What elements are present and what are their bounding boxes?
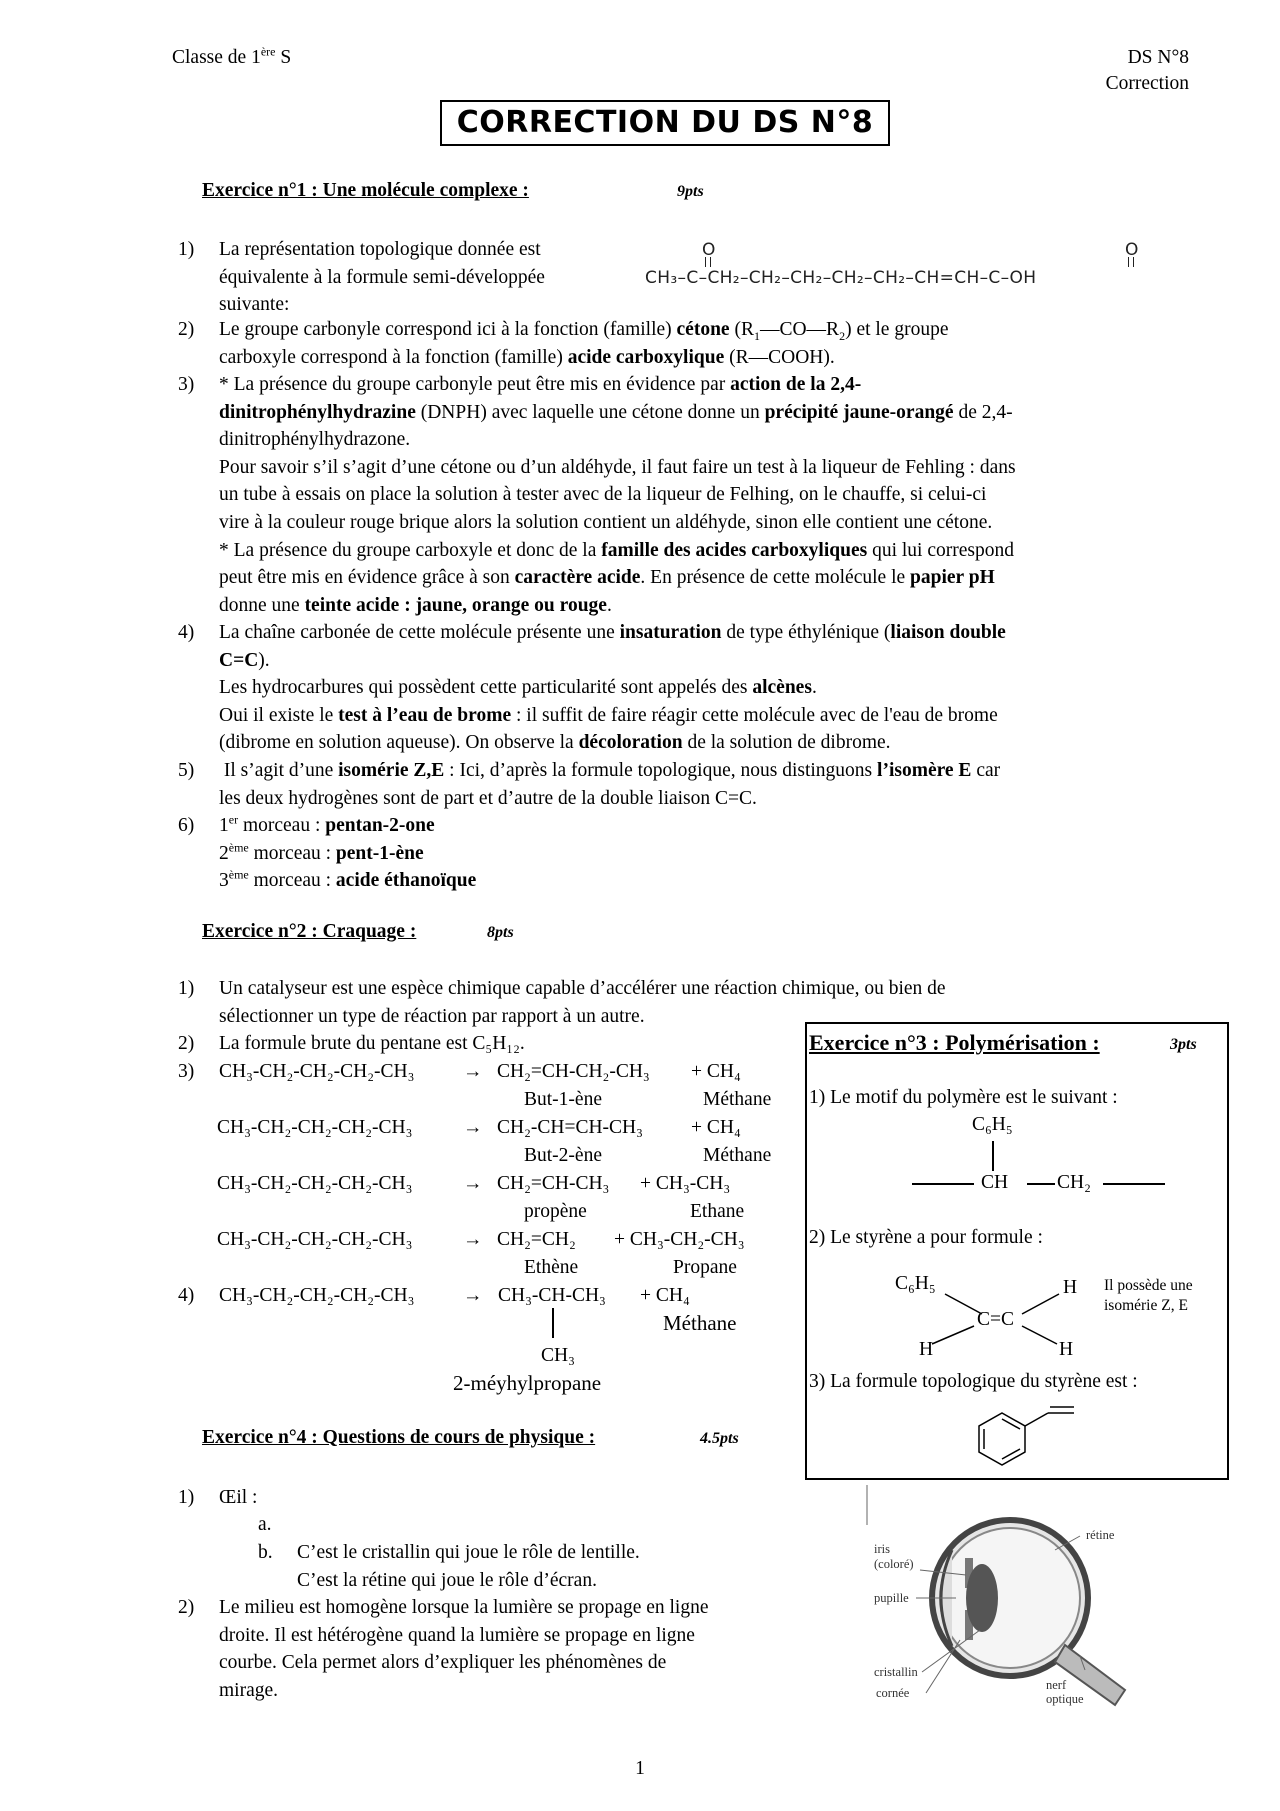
product-1: CH₂=CH-CH₃ bbox=[497, 1173, 610, 1194]
double-bond-1 bbox=[705, 257, 711, 267]
line: Les hydrocarbures qui possèdent cette particularité sont appelés des alcènes. bbox=[219, 677, 817, 699]
ex1-heading-text: Exercice n°1 : Une molécule complexe : bbox=[202, 180, 529, 201]
motif-ch: CH bbox=[981, 1172, 1009, 1193]
eye-label-colore: (coloré) bbox=[874, 1557, 914, 1571]
line: C=C). bbox=[219, 649, 270, 671]
ex4-heading-text: Exercice n°4 : Questions de cours de physique : bbox=[202, 1427, 596, 1448]
product-1-name: propène bbox=[524, 1201, 587, 1222]
item-text: La formule brute du pentane est C₅H₁₂. bbox=[219, 1033, 525, 1054]
item-text bbox=[219, 1594, 819, 1704]
line: dinitrophénylhydrazine (DNPH) avec laquelle une cétone donne un précipité jaune-orangé de 2,4- bbox=[219, 401, 1013, 423]
page-title: CORRECTION DU DS N°8 bbox=[440, 100, 890, 146]
eye-label-cristallin: cristallin bbox=[874, 1665, 918, 1679]
line: La chaîne carbonée de cette molécule présente une insaturation de type éthylénique (liaison double bbox=[219, 622, 1006, 643]
line: dinitrophénylhydrazone. bbox=[219, 429, 411, 451]
class-label: Classe de 1ère S bbox=[172, 44, 292, 68]
line: Le milieu est homogène lorsque la lumière se propage en ligne bbox=[219, 1597, 709, 1618]
line: La représentation topologique donnée est bbox=[219, 239, 541, 260]
line: (dibrome en solution aqueuse). On observe la décoloration de la solution de dibrome. bbox=[219, 732, 891, 754]
motif-substituent: C₆H₅ bbox=[972, 1114, 1013, 1135]
formula-chain: CH₃–C–CH₂–CH₂–CH₂–CH₂–CH₂–CH=CH–C–OH bbox=[645, 268, 1037, 288]
product-2-name: Méthane bbox=[703, 1089, 772, 1110]
ex3-box bbox=[805, 1022, 1229, 1480]
semi-developed-formula bbox=[645, 240, 1200, 302]
product-2-name: Propane bbox=[673, 1257, 737, 1278]
product-2: + CH₃-CH₂-CH₃ bbox=[614, 1229, 745, 1250]
double-bond-2 bbox=[1128, 257, 1134, 267]
line: C’est le cristallin qui joue le rôle de lentille. bbox=[297, 1542, 640, 1563]
item-number: 2) bbox=[178, 319, 195, 340]
item-number: 1) bbox=[178, 239, 195, 260]
product-1: CH₂=CH₂ bbox=[497, 1229, 576, 1250]
product-1-name: But-2-ène bbox=[524, 1145, 602, 1166]
line: courbe. Cela permet alors d’expliquer les phénomènes de bbox=[219, 1652, 667, 1674]
reaction-arrow: → bbox=[463, 1285, 483, 1306]
branch-bond bbox=[552, 1308, 554, 1338]
product-2-name: Méthane bbox=[663, 1311, 737, 1335]
eye-label-optique: optique bbox=[1046, 1692, 1084, 1706]
ex3-q2: 2) Le styrène a pour formule : bbox=[809, 1227, 1043, 1248]
ex3-q3: 3) La formule topologique du styrène est : bbox=[809, 1371, 1138, 1392]
item-number: 5) bbox=[178, 760, 195, 781]
product-1-name: 2-méyhylpropane bbox=[453, 1371, 602, 1395]
line: Il s’agit d’une isomérie Z,E : Ici, d’après la formule topologique, nous distinguons l’isomère E car bbox=[219, 760, 1001, 781]
item-text bbox=[219, 371, 1189, 619]
motif-ch2: CH₂ bbox=[1057, 1172, 1091, 1193]
item-number: 4) bbox=[178, 1285, 195, 1306]
branch-group: CH₃ bbox=[541, 1345, 575, 1366]
ex3-q1: 1) Le motif du polymère est le suivant : bbox=[809, 1087, 1118, 1108]
line: Le groupe carbonyle correspond ici à la fonction (famille) cétone $(R_1—CO—R_2)$ et le groupe bbox=[219, 319, 949, 343]
ex1-points: 9pts bbox=[677, 183, 704, 200]
ex3-points: 3pts bbox=[1170, 1036, 1197, 1053]
line: sélectionner un type de réaction par rapport à un autre. bbox=[219, 1005, 645, 1027]
item-text bbox=[219, 619, 1189, 757]
line: 1er morceau : pentan-2-one bbox=[219, 812, 435, 836]
line: équivalente à la formule semi-développée bbox=[219, 266, 545, 288]
item-number: 2) bbox=[178, 1597, 195, 1618]
line: C’est la rétine qui joue le rôle d’écran. bbox=[297, 1569, 597, 1591]
line: Oui il existe le test à l’eau de brome : il suffit de faire réagir cette molécule avec de l'eau de brome bbox=[219, 704, 998, 726]
product-2: + CH₄ bbox=[640, 1285, 690, 1306]
product-1: CH₃-CH-CH₃ bbox=[498, 1285, 606, 1306]
product-1-name: But-1-ène bbox=[524, 1089, 602, 1110]
item-text bbox=[219, 316, 1189, 371]
reaction-arrow: → bbox=[463, 1229, 483, 1250]
item-number: 3) bbox=[178, 374, 195, 395]
styrene-h2: H bbox=[919, 1339, 934, 1360]
ex3-heading: Exercice n°3 : Polymérisation : bbox=[809, 1030, 1100, 1055]
styrene-cc: C=C bbox=[977, 1309, 1015, 1330]
ex4-heading bbox=[202, 1427, 595, 1449]
ex4-points: 4.5pts bbox=[700, 1430, 739, 1447]
line: donne une teinte acide : jaune, orange ou rouge. bbox=[219, 594, 612, 616]
item-number: 1) bbox=[178, 978, 195, 999]
line: vire à la couleur rouge brique alors la solution contient un aldéhyde, sinon elle contient une cétone. bbox=[219, 511, 993, 533]
ex2-points: 8pts bbox=[487, 924, 514, 941]
eye-label-cornee: cornée bbox=[876, 1686, 910, 1700]
product-2-name: Méthane bbox=[703, 1145, 772, 1166]
line: droite. Il est hétérogène quand la lumière se propage en ligne bbox=[219, 1624, 695, 1646]
eye-label-nerf: nerf bbox=[1046, 1678, 1067, 1692]
line: un tube à essais on place la solution à tester avec de la liqueur de Felhing, on le chauffe, si celui-ci bbox=[219, 484, 987, 506]
line: 3ème morceau : acide éthanoïque bbox=[219, 867, 477, 892]
product-2-name: Ethane bbox=[690, 1201, 745, 1222]
product-2: + CH₄ bbox=[691, 1061, 741, 1082]
correction-label: Correction bbox=[1105, 73, 1189, 94]
page-number: 1 bbox=[635, 1758, 645, 1779]
styrene-c6h5: C₆H₅ bbox=[895, 1273, 936, 1294]
reaction-arrow: → bbox=[463, 1173, 483, 1194]
oxygen-1: O bbox=[702, 240, 716, 260]
line: Il possède une bbox=[1104, 1277, 1193, 1294]
item-number: 4) bbox=[178, 622, 195, 643]
line: peut être mis en évidence grâce à son caractère acide. En présence de cette molécule le papier pH bbox=[219, 567, 995, 589]
styrene-note bbox=[1104, 1276, 1193, 1316]
line: isomérie Z, E bbox=[1104, 1297, 1188, 1314]
line: suivante: bbox=[219, 294, 290, 316]
ds-number: DS N°8 bbox=[1127, 47, 1189, 68]
oxygen-2: O bbox=[1125, 240, 1139, 260]
styrene-h1: H bbox=[1063, 1277, 1078, 1298]
item-number: 2) bbox=[178, 1033, 195, 1054]
product-2: + CH₃-CH₃ bbox=[640, 1173, 731, 1194]
reaction-arrow: → bbox=[463, 1117, 483, 1138]
item-number: 1) bbox=[178, 1487, 195, 1508]
item-text bbox=[219, 236, 639, 319]
product-1: CH₂=CH-CH₂-CH₃ bbox=[497, 1061, 650, 1082]
line: mirage. bbox=[219, 1679, 279, 1701]
styrene-h3: H bbox=[1059, 1339, 1074, 1360]
eye-label-iris: iris bbox=[874, 1542, 890, 1556]
ex2-heading-text: Exercice n°2 : Craquage : bbox=[202, 921, 417, 942]
reaction-arrow: → bbox=[463, 1061, 483, 1082]
item-text bbox=[219, 757, 1189, 812]
line: Pour savoir s’il s’agit d’une cétone ou d’un aldéhyde, il faut faire un test à la liqueur de Fehling : dans bbox=[219, 456, 1016, 478]
product-1-name: Ethène bbox=[524, 1257, 579, 1278]
reactant: CH₃-CH₂-CH₂-CH₂-CH₃ bbox=[217, 1229, 413, 1250]
reactant: CH₃-CH₂-CH₂-CH₂-CH₃ bbox=[217, 1117, 413, 1138]
sub-b-text bbox=[297, 1539, 640, 1594]
ex1-heading bbox=[202, 180, 529, 202]
reactant: CH₃-CH₂-CH₂-CH₂-CH₃ bbox=[219, 1061, 415, 1082]
reactant: CH₃-CH₂-CH₂-CH₂-CH₃ bbox=[217, 1173, 413, 1194]
product-1: CH₂-CH=CH-CH₃ bbox=[497, 1117, 643, 1138]
sub-b: b. bbox=[258, 1542, 273, 1563]
eye-diagram bbox=[860, 1480, 1130, 1712]
line: * La présence du groupe carbonyle peut être mis en évidence par action de la 2,4- bbox=[219, 374, 862, 395]
line: les deux hydrogènes sont de part et d’autre de la double liaison C=C. bbox=[219, 787, 757, 809]
item-number: 3) bbox=[178, 1061, 195, 1082]
styrene-topological-formula bbox=[972, 1399, 1102, 1479]
reactant: CH₃-CH₂-CH₂-CH₂-CH₃ bbox=[219, 1285, 415, 1306]
line: * La présence du groupe carboxyle et donc de la famille des acides carboxyliques qui lui correspond bbox=[219, 539, 1014, 561]
line: carboxyle correspond à la fonction (famille) acide carboxylique (R—COOH). bbox=[219, 346, 835, 368]
product-2: + CH₄ bbox=[691, 1117, 741, 1138]
line: 2ème morceau : pent-1-ène bbox=[219, 840, 424, 864]
eye-label-pupille: pupille bbox=[874, 1591, 909, 1605]
line: Un catalyseur est une espèce chimique capable d’accélérer une réaction chimique, ou bien de bbox=[219, 978, 946, 999]
item-number: 6) bbox=[178, 815, 195, 836]
item-text: Œil : bbox=[219, 1487, 258, 1508]
item-text bbox=[219, 812, 1189, 895]
eye-label-retine: rétine bbox=[1086, 1528, 1115, 1542]
sub-a: a. bbox=[258, 1514, 272, 1535]
ex2-heading bbox=[202, 921, 416, 943]
